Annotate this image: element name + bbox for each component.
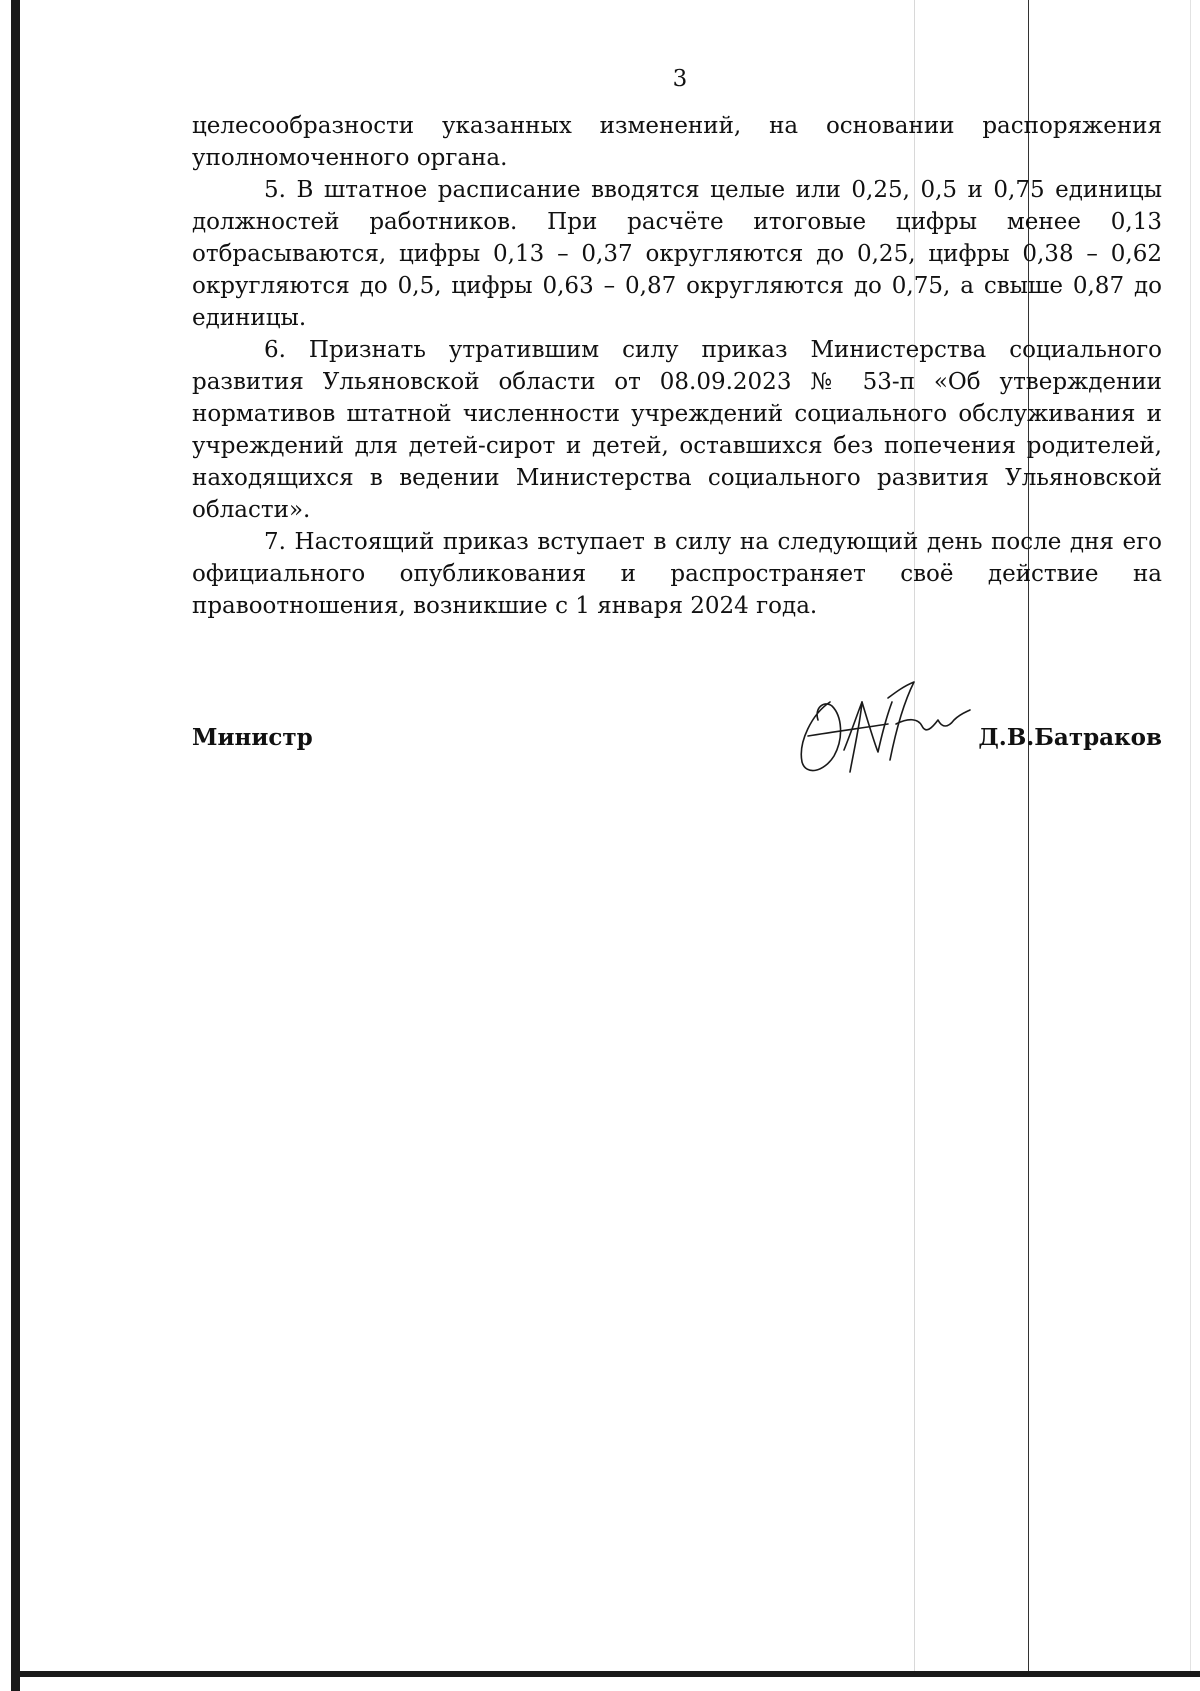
signature-block [192,722,1162,762]
scan-bottom-border [11,1671,1200,1677]
signatory-name: Д.В.Батраков [978,724,1162,751]
paragraph-item-6: 6. Признать утратившим силу приказ Министерства социального развития Ульяновской области от 08.09.2023 № 53-п «Об утверждении нормативов штатной численности учреждений социального обслуживания и учреждений для детей-сирот и детей, оставшихся без попечения родителей, находящихся в ведении Министерства социального развития Ульяновской области». [192,337,1162,523]
document-body [192,110,1162,622]
page-number: 3 [672,66,688,92]
signatory-position: Министр [192,724,313,751]
scan-artifact-line [1190,0,1191,1671]
paragraph-item-7: 7. Настоящий приказ вступает в силу на следующий день после дня его официального опубликования и распространяет своё действие на правоотношения, возникшие с 1 января 2024 года. [192,529,1162,619]
paragraph-continuation: целесообразности указанных изменений, на основании распоряжения уполномоченного органа. [192,113,1162,171]
paragraph-item-5: 5. В штатное расписание вводятся целые или 0,25, 0,5 и 0,75 единицы должностей работников. При расчёте итоговые цифры менее 0,13 отбрасываются, цифры 0,13 – 0,37 округляются до 0,25, цифры 0,38 – 0,62 округляются до 0,5, цифры 0,63 – 0,87 округляются до 0,75, а свыше 0,87 до единицы. [192,177,1162,331]
scan-left-border [11,0,20,1691]
